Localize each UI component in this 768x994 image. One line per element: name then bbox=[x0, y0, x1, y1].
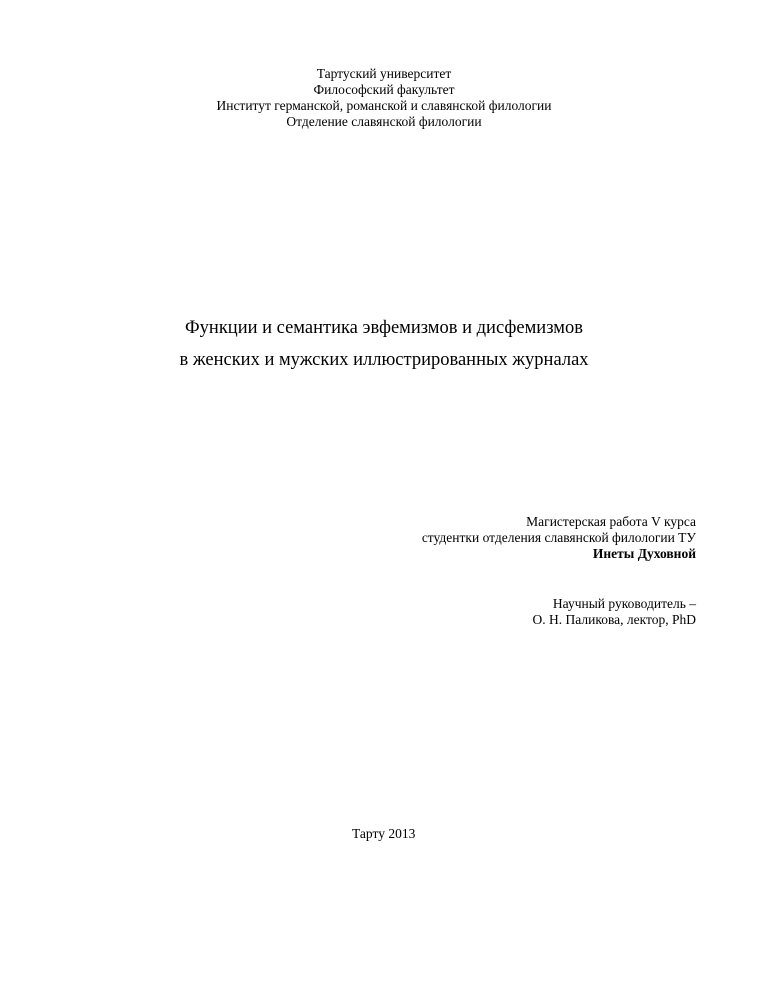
work-type: Магистерская работа V курса bbox=[526, 514, 696, 529]
department-name: Отделение славянской филологии bbox=[286, 114, 482, 129]
institution-header bbox=[0, 66, 768, 130]
author-name: Инеты Духовной bbox=[592, 546, 696, 561]
advisor-label: Научный руководитель – bbox=[552, 596, 696, 611]
title-line-2: в женских и мужских иллюстрированных журналах bbox=[179, 350, 589, 370]
thesis-title bbox=[0, 312, 768, 376]
advisor-info bbox=[533, 596, 696, 628]
student-description: студентки отделения славянской филологии ТУ bbox=[421, 530, 696, 545]
university-name: Тартуский университет bbox=[316, 66, 452, 81]
advisor-name: О. Н. Паликова, лектор, PhD bbox=[532, 612, 696, 627]
institute-name: Институт германской, романской и славянской филологии bbox=[216, 98, 552, 113]
author-info bbox=[422, 514, 696, 562]
title-line-1: Функции и семантика эвфемизмов и дисфемизмов bbox=[185, 318, 583, 338]
place-year: Тарту 2013 bbox=[352, 826, 416, 841]
faculty-name: Философский факультет bbox=[313, 82, 455, 97]
